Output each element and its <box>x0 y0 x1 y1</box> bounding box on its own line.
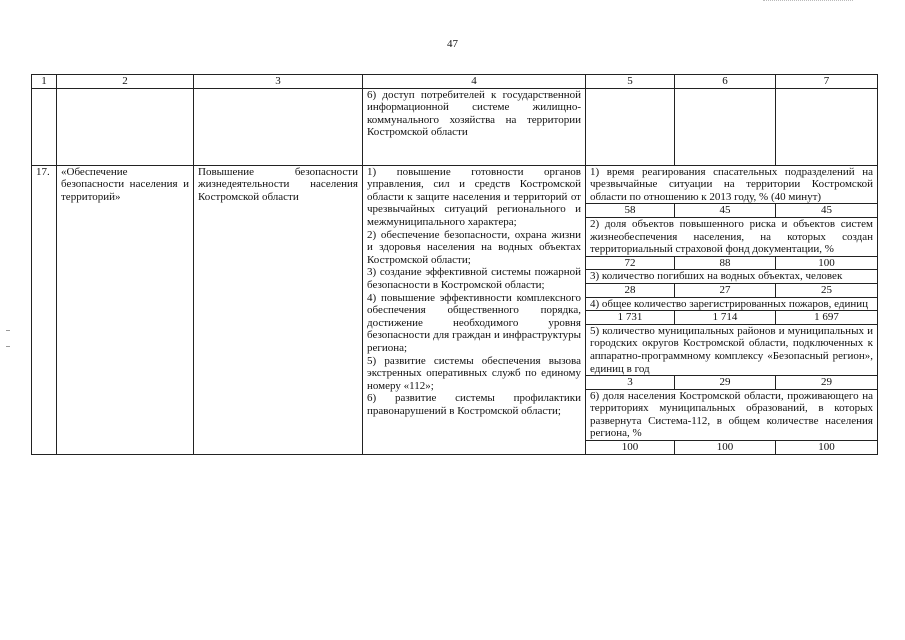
value-cell: 100 <box>586 441 675 455</box>
value-cell: 100 <box>776 256 878 270</box>
value-cell: 1 697 <box>776 311 878 325</box>
value-cell: 28 <box>586 283 675 297</box>
header-cell: 6 <box>675 75 776 89</box>
value-cell: 1 731 <box>586 311 675 325</box>
margin-mark <box>6 330 10 331</box>
value-cell: 100 <box>675 441 776 455</box>
program-tasks <box>363 165 586 454</box>
header-cell: 3 <box>194 75 363 89</box>
value-cell: 1 714 <box>675 311 776 325</box>
page-number: 47 <box>447 38 458 50</box>
indicator-text: 5) количество муниципальных районов и муниципальных и городских округов Костромской области, подключенных к аппаратно-программному комплексу «Безопасный регион», единиц в год <box>586 324 878 375</box>
value-cell: 27 <box>675 283 776 297</box>
value-cell: 58 <box>586 204 675 218</box>
task-item: 6) развитие системы профилактики правонарушений в Костромской области; <box>367 392 581 417</box>
header-cell: 4 <box>363 75 586 89</box>
table-row <box>32 165 878 204</box>
task-item: 5) развитие системы обеспечения вызова экстренных оперативных служб по единому номеру «112»; <box>367 354 581 392</box>
row-number: 17. <box>32 165 57 454</box>
header-cell: 2 <box>57 75 194 89</box>
indicator-text: 2) доля объектов повышенного риска и объектов систем жизнеобеспечения населения, на которых создан территориальный страховой фонд документации, % <box>586 217 878 256</box>
table-header-row <box>32 75 878 89</box>
value-cell: 29 <box>675 376 776 390</box>
table-row-continuation <box>32 88 878 165</box>
header-cell: 5 <box>586 75 675 89</box>
program-goal: Повышение безопасности жизнедеятельности населения Костромской области <box>194 165 363 454</box>
task-item: 1) повышение готовности органов управления, сил и средств Костромской области к защите населения и территорий от чрезвычайных ситуаций регионального и межмуниципального характера; <box>367 165 581 228</box>
indicator-text: 3) количество погибших на водных объектах, человек <box>586 270 878 284</box>
header-cell: 7 <box>776 75 878 89</box>
value-cell: 100 <box>776 441 878 455</box>
scan-mark <box>763 0 853 2</box>
program-table <box>31 74 878 455</box>
indicator-text: 1) время реагирования спасательных подразделений на чрезвычайные ситуации на территории Костромской области по отношению к 2013 году, % (40 минут) <box>586 165 878 204</box>
program-name: «Обеспечение безопасности населения и территорий» <box>57 165 194 454</box>
header-cell: 1 <box>32 75 57 89</box>
value-cell: 88 <box>675 256 776 270</box>
value-cell: 45 <box>675 204 776 218</box>
indicator-text: 6) доля населения Костромской области, проживающего на территориях муниципальных образований, в которых развернута Система-112, в общем количестве населения региона, % <box>586 389 878 440</box>
indicator-text: 4) общее количество зарегистрированных пожаров, единиц <box>586 297 878 311</box>
value-cell: 29 <box>776 376 878 390</box>
margin-mark <box>6 346 10 347</box>
task-item: 4) повышение эффективности комплексного обеспечения общественного порядка, достижение необходимого уровня безопасности для граждан и инфраструктуры региона; <box>367 291 581 354</box>
task-item: 3) создание эффективной системы пожарной безопасности в Костромской области; <box>367 266 581 291</box>
value-cell: 72 <box>586 256 675 270</box>
value-cell: 3 <box>586 376 675 390</box>
value-cell: 25 <box>776 283 878 297</box>
value-cell: 45 <box>776 204 878 218</box>
task-item: 2) обеспечение безопасности, охрана жизни и здоровья населения на водных объектах Костромской области; <box>367 228 581 266</box>
task-cell: 6) доступ потребителей к государственной информационной системе жилищно-коммунального хозяйства на территории Костромской области <box>363 88 586 165</box>
